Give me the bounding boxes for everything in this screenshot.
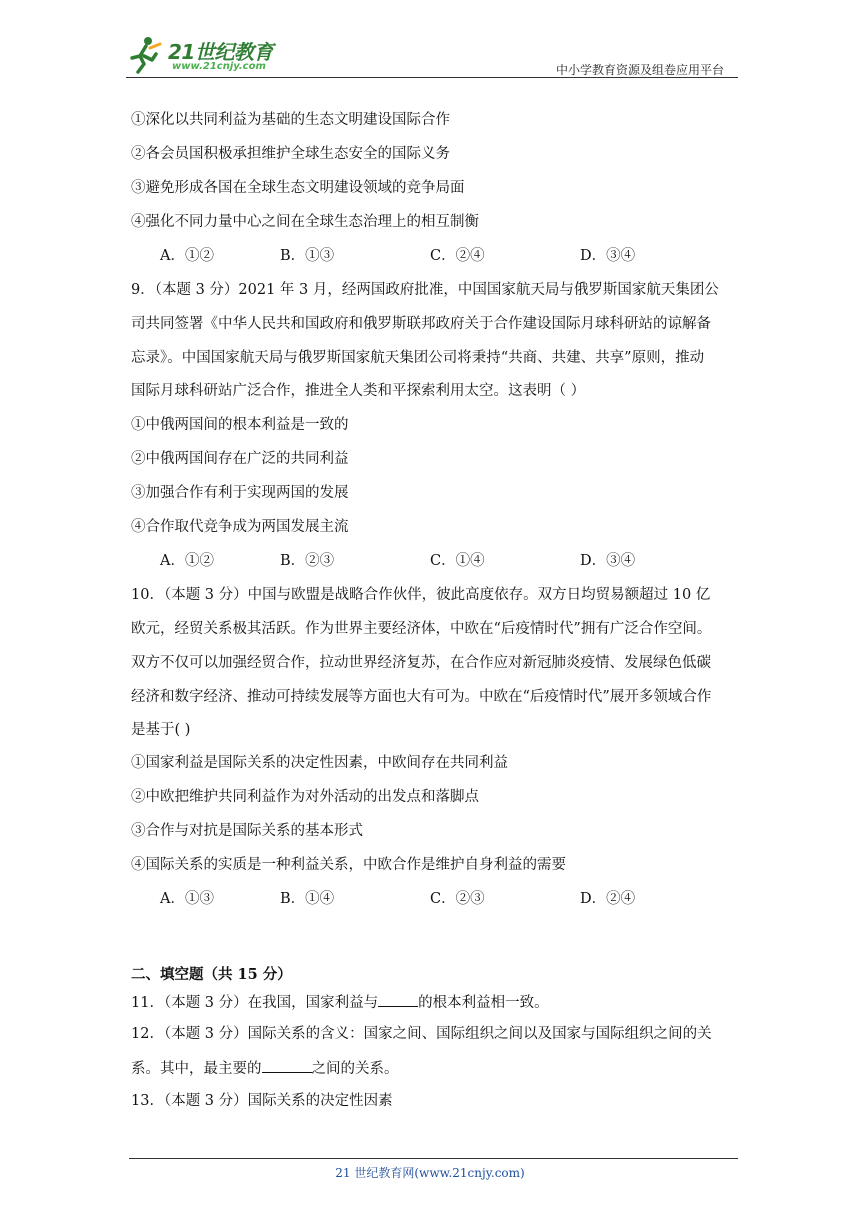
q10-item-1: ①国家利益是国际关系的决定性因素，中欧间存在共同利益 [131,755,508,771]
q8-option-a[interactable]: A．①② [160,248,214,264]
site-logo[interactable] [122,34,292,74]
q8-item-3: ③避免形成各国在全球生态文明建设领域的竞争局面 [131,180,465,196]
q12-text-before: 系。其中，最主要的 [131,1061,262,1077]
q9-stem-line-2: 司共同签署《中华人民共和国政府和俄罗斯联邦政府关于合作建设国际月球科研站的谅解备 [131,316,711,332]
q8-item-2: ②各会员国积极承担维护全球生态安全的国际义务 [131,146,450,162]
q10-option-b[interactable]: B．①④ [280,891,335,907]
q10-stem-line-4: 经济和数字经济、推动可持续发展等方面也大有可为。中欧在“后疫情时代”展开多领域合作 [131,689,712,705]
runner-logo-icon [126,34,166,74]
q8-item-1: ①深化以共同利益为基础的生态文明建设国际合作 [131,112,450,128]
q8-item-4: ④强化不同力量中心之间在全球生态治理上的相互制衡 [131,214,479,230]
q10-stem-line-1: 10．（本题 3 分）中国与欧盟是战略合作伙伴，彼此高度依存。双方日均贸易额超过 10 亿 [131,587,711,603]
q12-blank[interactable] [262,1057,312,1073]
q11-text-before: 11．（本题 3 分）在我国，国家利益与 [131,995,379,1011]
q9-options [160,551,720,571]
q11-text-after: 的根本利益相一致。 [418,995,549,1011]
section-title-fill-blank: 二、填空题（共 15 分） [131,966,292,983]
q9-option-a[interactable]: A．①② [160,553,214,569]
q9-stem-line-4: 国际月球科研站广泛合作，推进全人类和平探索利用太空。这表明（ ） [131,383,586,399]
footer-link[interactable]: 21 世纪教育网(www.21cnjy.com) [335,1166,525,1180]
q10-option-a[interactable]: A．①③ [160,891,214,907]
header-divider [126,77,738,78]
q10-item-3: ③合作与对抗是国际关系的基本形式 [131,823,363,839]
footer-divider [129,1158,738,1159]
q10-option-d[interactable]: D．②④ [580,891,636,907]
q9-stem-line-3: 忘录》。中国国家航天局与俄罗斯国家航天集团公司将秉持“共商、共建、共享”原则，推动 [131,350,705,366]
q8-option-b[interactable]: B．①③ [280,248,335,264]
q9-item-1: ①中俄两国间的根本利益是一致的 [131,417,349,433]
q10-options [160,889,720,909]
q12-text-after: 之间的关系。 [311,1061,399,1077]
q9-option-d[interactable]: D．③④ [580,553,636,569]
q9-item-2: ②中俄两国间存在广泛的共同利益 [131,451,349,467]
q8-option-d[interactable]: D．③④ [580,248,636,264]
q9-option-c[interactable]: C．①④ [430,553,485,569]
q10-item-4: ④国际关系的实质是一种利益关系，中欧合作是维护自身利益的需要 [131,857,566,873]
q9-stem-line-1: 9．（本题 3 分）2021 年 3 月，经两国政府批准，中国国家航天局与俄罗斯国家航天集团公 [131,282,719,298]
q12-line-2 [131,1057,399,1079]
q8-options [160,246,720,266]
q13-line: 13．（本题 3 分）国际关系的决定性因素 [131,1093,393,1109]
q9-option-b[interactable]: B．②③ [280,553,335,569]
header-platform-name: 中小学教育资源及组卷应用平台 [555,63,724,77]
logo-url: www.21cnjy.com [172,61,266,72]
q10-item-2: ②中欧把维护共同利益作为对外活动的出发点和落脚点 [131,789,479,805]
q11-line [131,991,549,1013]
q8-option-c[interactable]: C．②④ [430,248,485,264]
q12-line-1: 12．（本题 3 分）国际关系的含义：国家之间、国际组织之间以及国家与国际组织之间的关 [131,1026,712,1042]
q10-stem-line-5: 是基于( ) [131,722,191,738]
q10-stem-line-3: 双方不仅可以加强经贸合作，拉动世界经济复苏，在合作应对新冠肺炎疫情、发展绿色低碳 [131,655,711,671]
q9-item-3: ③加强合作有利于实现两国的发展 [131,485,349,501]
q11-blank[interactable] [378,991,418,1007]
page-header [122,30,738,80]
q10-option-c[interactable]: C．②③ [430,891,485,907]
q9-item-4: ④合作取代竞争成为两国发展主流 [131,519,349,535]
q10-stem-line-2: 欧元，经贸关系极其活跃。作为世界主要经济体，中欧在“后疫情时代”拥有广泛合作空间。 [131,621,712,637]
logo-text: 21世纪教育 [168,40,273,64]
